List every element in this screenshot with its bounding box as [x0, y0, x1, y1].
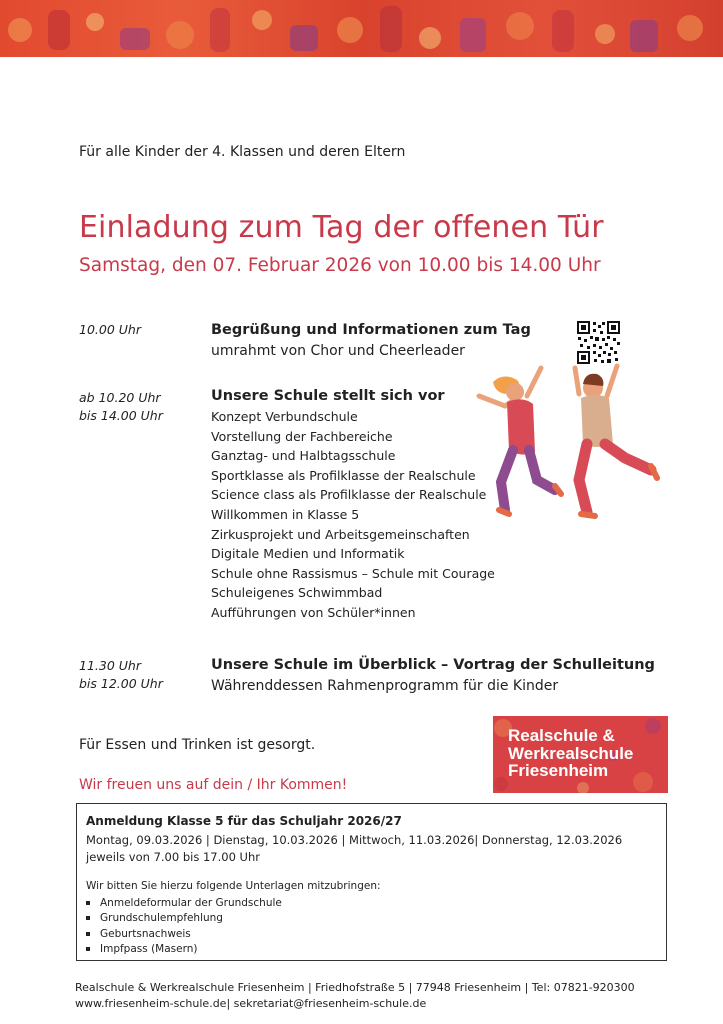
list-item: Sportklasse als Profilklasse der Realschule — [211, 467, 476, 483]
list-item: Schuleigenes Schwimmbad — [211, 585, 383, 601]
logo-text — [508, 727, 633, 780]
banner-pattern — [0, 0, 723, 57]
school-logo — [493, 716, 668, 793]
program-heading: Unsere Schule im Überblick – Vortrag der Schulleitung — [211, 657, 655, 673]
welcome-text: Wir freuen uns auf dein / Ihr Kommen! — [79, 777, 348, 793]
program-topics-list — [211, 407, 495, 623]
program-subtext: Währenddessen Rahmenprogramm für die Kinder — [211, 678, 559, 694]
registration-dates: Montag, 09.03.2026 | Dienstag, 10.03.2026 | Mittwoch, 11.03.2026| Donnerstag, 12.03.2026 — [86, 833, 623, 847]
program-subtext: umrahmt von Chor und Cheerleader — [211, 343, 465, 359]
registration-hours: jeweils von 7.00 bis 17.00 Uhr — [86, 850, 260, 864]
list-item: Zirkusprojekt und Arbeitsgemeinschaften — [211, 526, 470, 542]
list-item: Konzept Verbundschule — [211, 409, 358, 424]
jumping-kids-illustration — [475, 362, 675, 532]
list-item: Science class als Profilklasse der Realschule — [211, 487, 487, 503]
list-item — [86, 942, 282, 957]
logo-line: Werkrealschule — [508, 743, 634, 763]
time-start: ab 10.20 Uhr — [79, 390, 161, 405]
event-date: Samstag, den 07. Februar 2026 von 10.00 bis 14.00 Uhr — [79, 255, 601, 276]
document-label: Impfpass (Masern) — [100, 942, 198, 955]
page-title: Einladung zum Tag der offenen Tür — [79, 210, 604, 245]
qr-code-icon[interactable] — [576, 320, 621, 365]
list-item — [86, 896, 282, 911]
list-item: Digitale Medien und Informatik — [211, 546, 405, 562]
footer-address: Realschule & Werkrealschule Friesenheim | Friedhofstraße 5 | 77948 Friesenheim | Tel: 07821-920300 — [75, 981, 635, 994]
bullet-icon — [86, 901, 90, 905]
list-item: Ganztag- und Halbtagsschule — [211, 448, 396, 464]
logo-line: Friesenheim — [508, 761, 609, 780]
time-end: bis 14.00 Uhr — [79, 408, 163, 423]
bullet-icon — [86, 947, 90, 951]
documents-list — [86, 896, 282, 957]
list-item — [86, 911, 282, 926]
list-item: Vorstellung der Fachbereiche — [211, 428, 393, 444]
document-label: Grundschulempfehlung — [100, 912, 223, 925]
footer-contact[interactable]: www.friesenheim-schule.de| sekretariat@friesenheim-schule.de — [75, 997, 427, 1010]
header-banner — [0, 0, 723, 57]
document-label: Anmeldeformular der Grundschule — [100, 897, 282, 909]
catering-note: Für Essen und Trinken ist gesorgt. — [79, 737, 316, 753]
program-time — [79, 657, 163, 693]
program-time — [79, 321, 141, 339]
documents-intro: Wir bitten Sie hierzu folgende Unterlagen mitzubringen: — [86, 880, 381, 892]
bullet-icon — [86, 916, 90, 920]
registration-heading: Anmeldung Klasse 5 für das Schuljahr 2026/27 — [86, 814, 402, 828]
list-item: Willkommen in Klasse 5 — [211, 506, 360, 522]
time-start: 11.30 Uhr — [79, 658, 141, 673]
bullet-icon — [86, 932, 90, 936]
program-time — [79, 389, 163, 425]
list-item: Aufführungen von Schüler*innen — [211, 604, 416, 620]
document-label: Geburtsnachweis — [100, 927, 191, 940]
registration-box — [76, 803, 667, 961]
program-heading: Begrüßung und Informationen zum Tag — [211, 322, 531, 338]
time-start: 10.00 Uhr — [79, 322, 141, 337]
time-end: bis 12.00 Uhr — [79, 676, 163, 691]
audience-text: Für alle Kinder der 4. Klassen und deren Eltern — [79, 144, 406, 160]
list-item — [86, 927, 282, 942]
list-item: Schule ohne Rassismus – Schule mit Courage — [211, 565, 495, 581]
logo-line: Realschule & — [508, 726, 615, 745]
program-heading: Unsere Schule stellt sich vor — [211, 388, 445, 404]
